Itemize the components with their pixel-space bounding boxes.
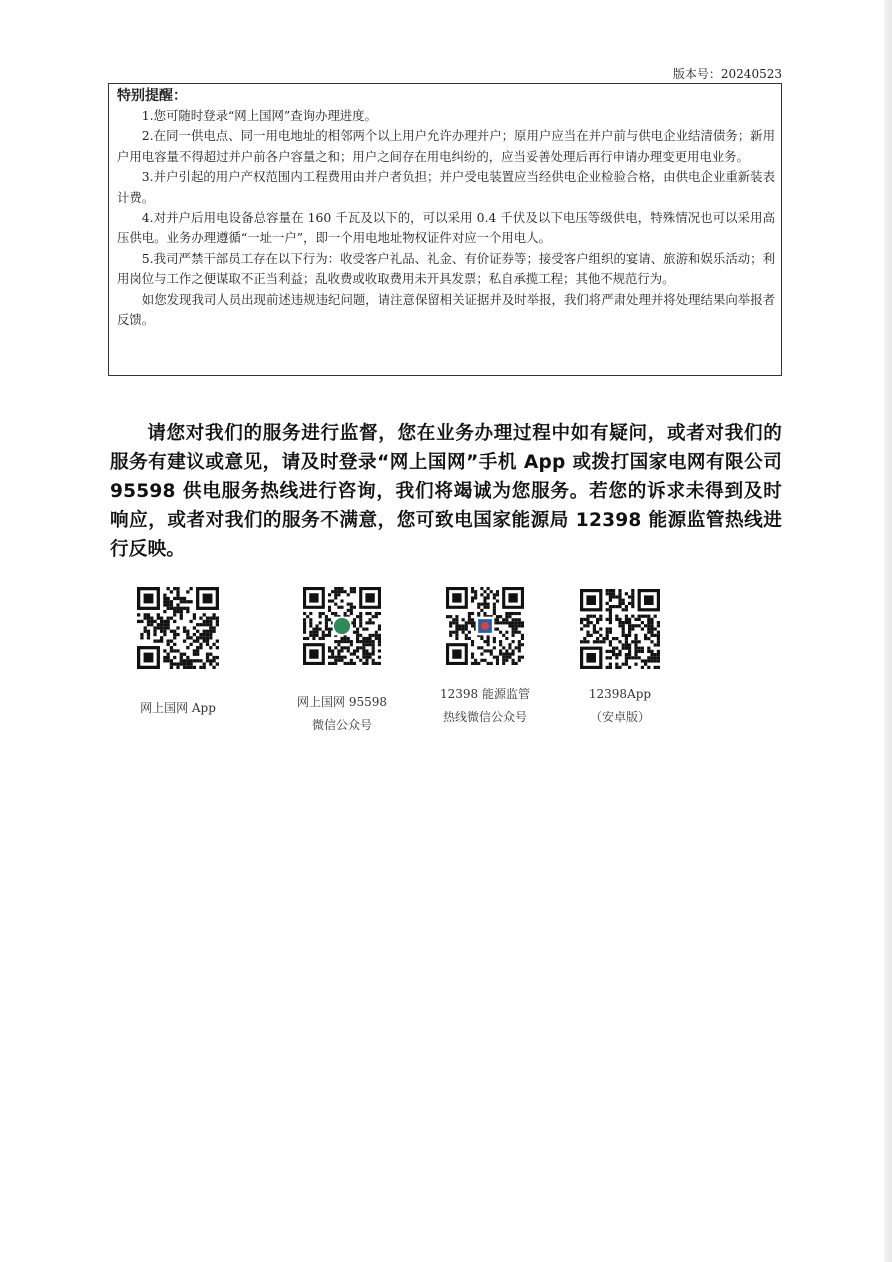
page-edge-shadow (884, 0, 892, 1262)
version-number: 版本号：20240523 (672, 67, 782, 81)
qr-code-icon (137, 587, 219, 669)
notice-item: 4.对并户后用电设备总容量在 160 千瓦及以下的，可以采用 0.4 千伏及以下电压等级供电，特殊情况也可以采用高压供电。业务办理遵循“一址一户”，即一个用电地址物权证件对应一个用电人。 (117, 210, 775, 246)
qr-label-line1: 12398App (588, 687, 652, 701)
notice-item: 1.您可随时登录“网上国网”查询办理进度。 (141, 108, 377, 123)
qr-label-line1: 12398 能源监管 (440, 687, 530, 701)
qr-card-12398-android (570, 589, 670, 729)
notice-title: 特别提醒： (117, 88, 187, 104)
qr-code-icon (580, 589, 660, 669)
qr-label-line2: 微信公众号 (311, 718, 372, 732)
special-reminder-box (108, 83, 782, 376)
notice-item: 2.在同一供电点、同一用电地址的相邻两个以上用户允许办理并户；原用户应当在并户前与供电企业结清债务；新用户用电容量不得超过并户前各户容量之和；用户之间存在用电纠纷的，应当妥善处理后再行申请办理变更用电业务。 (117, 128, 775, 164)
supervision-paragraph: 请您对我们的服务进行监督，您在业务办理过程中如有疑问，或者对我们的服务有建议或意见，请及时登录“网上国网”手机 App 或拨打国家电网有限公司 95598 供电服务热线进行咨询，我们将竭诚为您服务。若您的诉求未得到及时响应，或者对我们的服务不满意，您可致电国家能源局 12398 能源监管热线进行反映。 (110, 423, 782, 560)
notice-item: 5.我司严禁干部员工存在以下行为：收受客户礼品、礼金、有价证券等；接受客户组织的宴请、旅游和娱乐活动；利用岗位与工作之便谋取不正当利益；乱收费或收取费用未开具发票；私自承揽工程；其他不规范行为。 (117, 250, 775, 287)
qr-card-95598-wechat (278, 587, 406, 737)
qr-label-line1: 网上国网 App (140, 701, 216, 715)
qr-label-line1: 网上国网 95598 (297, 695, 387, 709)
qr-label-line2: 热线微信公众号 (442, 710, 527, 724)
qr-card-12398-wechat (425, 587, 545, 729)
qr-label-line2: （安卓版） (589, 710, 650, 724)
qr-code-icon (303, 587, 381, 665)
qr-code-icon (446, 587, 524, 665)
notice-item: 如您发现我司人员出现前述违规违纪问题，请注意保留相关证据并及时举报，我们将严肃处理并将处理结果向举报者反馈。 (117, 291, 775, 328)
notice-item: 3.并户引起的用户产权范围内工程费用由并户者负担；并户受电装置应当经供电企业检验合格，由供电企业重新装表计费。 (117, 169, 775, 205)
qr-card-app (128, 587, 228, 720)
